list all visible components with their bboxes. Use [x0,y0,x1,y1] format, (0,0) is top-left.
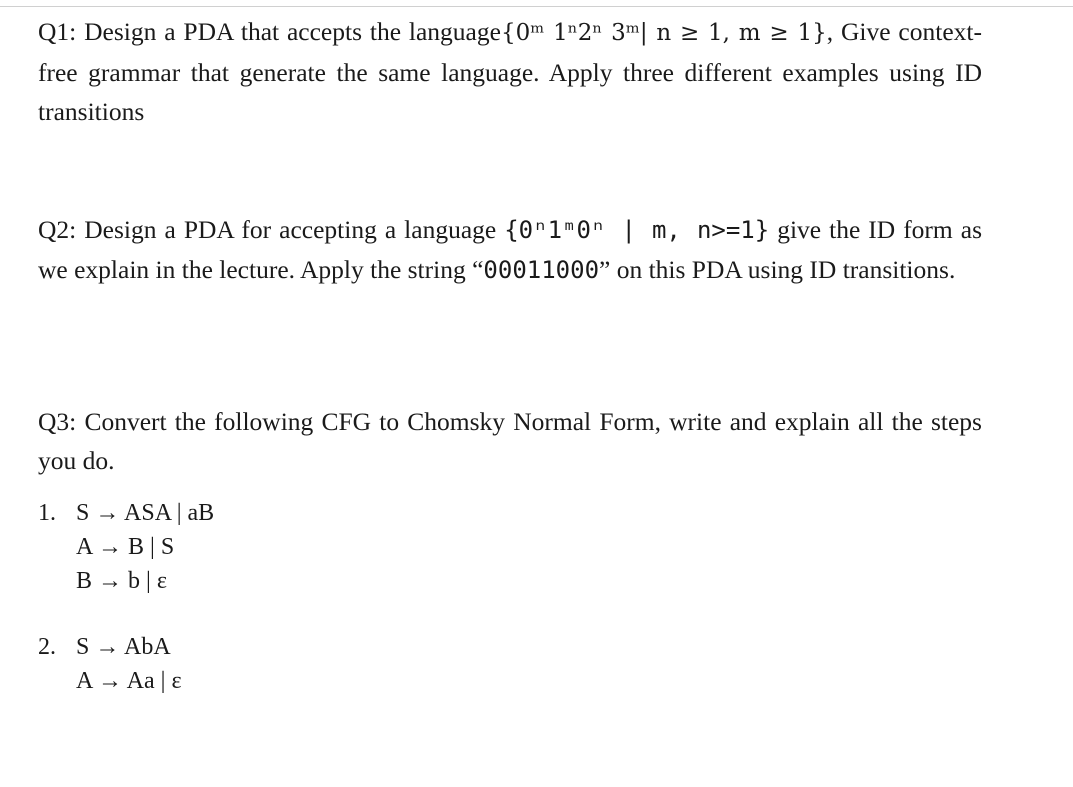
question-1-prefix: Q1: Design a PDA that accepts the language [38,17,501,46]
question-2-string: 00011000 [483,256,600,284]
grammar-1 [38,496,438,598]
question-1 [38,12,982,131]
question-2-suffix: ” on this PDA using ID transitions. [599,255,956,284]
question-2-prefix: Q2: Design a PDA for accepting a language [38,215,505,244]
grammar-rule-text: S → ASA | aB [76,500,215,526]
grammar-rule: A → Aa | ε [76,668,182,694]
question-2-language: {0ⁿ1ᵐ0ⁿ | m, n>=1} [504,216,770,244]
question-3: Q3: Convert the following CFG to Chomsky Normal Form, write and explain all the steps you do. [38,407,982,475]
grammar-rule: B → b | ε [76,568,167,594]
grammar-rule-text: S → AbA [76,634,171,660]
question-2 [38,210,982,290]
question-1-suffix: , Give context-free grammar that generate the same language. Apply three different examples using ID transitions [38,17,982,126]
grammar-rule [38,630,438,664]
grammar-number: 2. [38,634,56,660]
top-rule [0,6,1073,7]
grammar-rule [38,496,438,530]
grammar-2 [38,630,438,698]
question-1-language: {0ᵐ 1ⁿ2ⁿ 3ᵐ| n ≥ 1, m ≥ 1} [500,20,827,46]
grammar-rule: A → B | S [76,534,175,560]
question-2-middle: give the ID form as we explain in the lecture. Apply the string “ [38,215,983,284]
grammar-number: 1. [38,500,56,526]
